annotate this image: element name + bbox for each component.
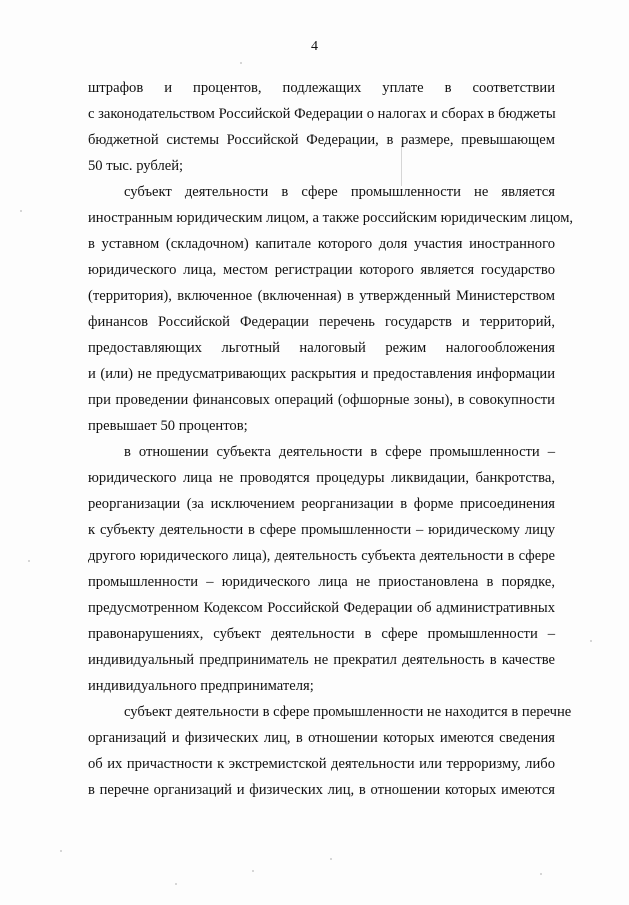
scan-speckle [175,883,177,885]
text-line: с законодательством Российской Федерации о налогах и сборах в бюджеты [88,106,556,122]
text-line: промышленности – юридического лица не приостановлена в порядке, [88,574,555,590]
text-line: (территория), включенное (включенная) в утвержденный Министерством [88,288,555,304]
text-line: индивидуальный предприниматель не прекратил деятельность в качестве [88,652,555,668]
scan-speckle [330,858,332,860]
text-line: правонарушениях, субъект деятельности в сфере промышленности – [88,626,555,642]
text-line: иностранным юридическим лицом, а также российским юридическим лицом, [88,210,574,226]
text-line: предусмотренном Кодексом Российской Федерации об административных [88,600,555,616]
text-line: субъект деятельности в сфере промышленности не является [124,184,555,200]
text-line: в отношении субъекта деятельности в сфере промышленности – [124,444,555,460]
text-line: об их причастности к экстремистской деятельности или терроризму, либо [88,756,555,772]
text-line: при проведении финансовых операций (офшорные зоны), в совокупности [88,392,555,408]
text-line: юридического лица, местом регистрации которого является государство [88,262,555,278]
scan-speckle [240,62,242,64]
scan-speckle [28,560,30,562]
scan-speckle [590,640,592,642]
text-line: организаций и физических лиц, в отношении которых имеются сведения [88,730,555,746]
text-line: субъект деятельности в сфере промышленности не находится в перечне [124,704,572,720]
text-line: финансов Российской Федерации перечень государств и территорий, [88,314,555,330]
text-line: юридического лица не проводятся процедуры ликвидации, банкротства, [88,470,555,486]
text-line: предоставляющих льготный налоговый режим налогообложения [88,340,555,356]
text-line: индивидуального предпринимателя; [88,678,314,694]
text-line: реорганизации (за исключением реорганизации в форме присоединения [88,496,555,512]
page-number: 4 [311,39,318,54]
text-line: бюджетной системы Российской Федерации, в размере, превышающем [88,132,555,148]
text-line: превышает 50 процентов; [88,418,248,434]
text-line: и (или) не предусматривающих раскрытия и предоставления информации [88,366,555,382]
text-line: в уставном (складочном) капитале которого доля участия иностранного [88,236,555,252]
text-line: к субъекту деятельности в сфере промышленности – юридическому лицу [88,522,555,538]
text-line: в перечне организаций и физических лиц, в отношении которых имеются [88,782,555,798]
scan-speckle [60,850,62,852]
text-line: другого юридического лица), деятельность субъекта деятельности в сфере [88,548,555,564]
scan-speckle [20,210,22,212]
text-line: штрафов и процентов, подлежащих уплате в соответствии [88,80,555,96]
scan-speckle [252,870,254,872]
text-line: 50 тыс. рублей; [88,158,184,174]
scan-speckle [540,873,542,875]
